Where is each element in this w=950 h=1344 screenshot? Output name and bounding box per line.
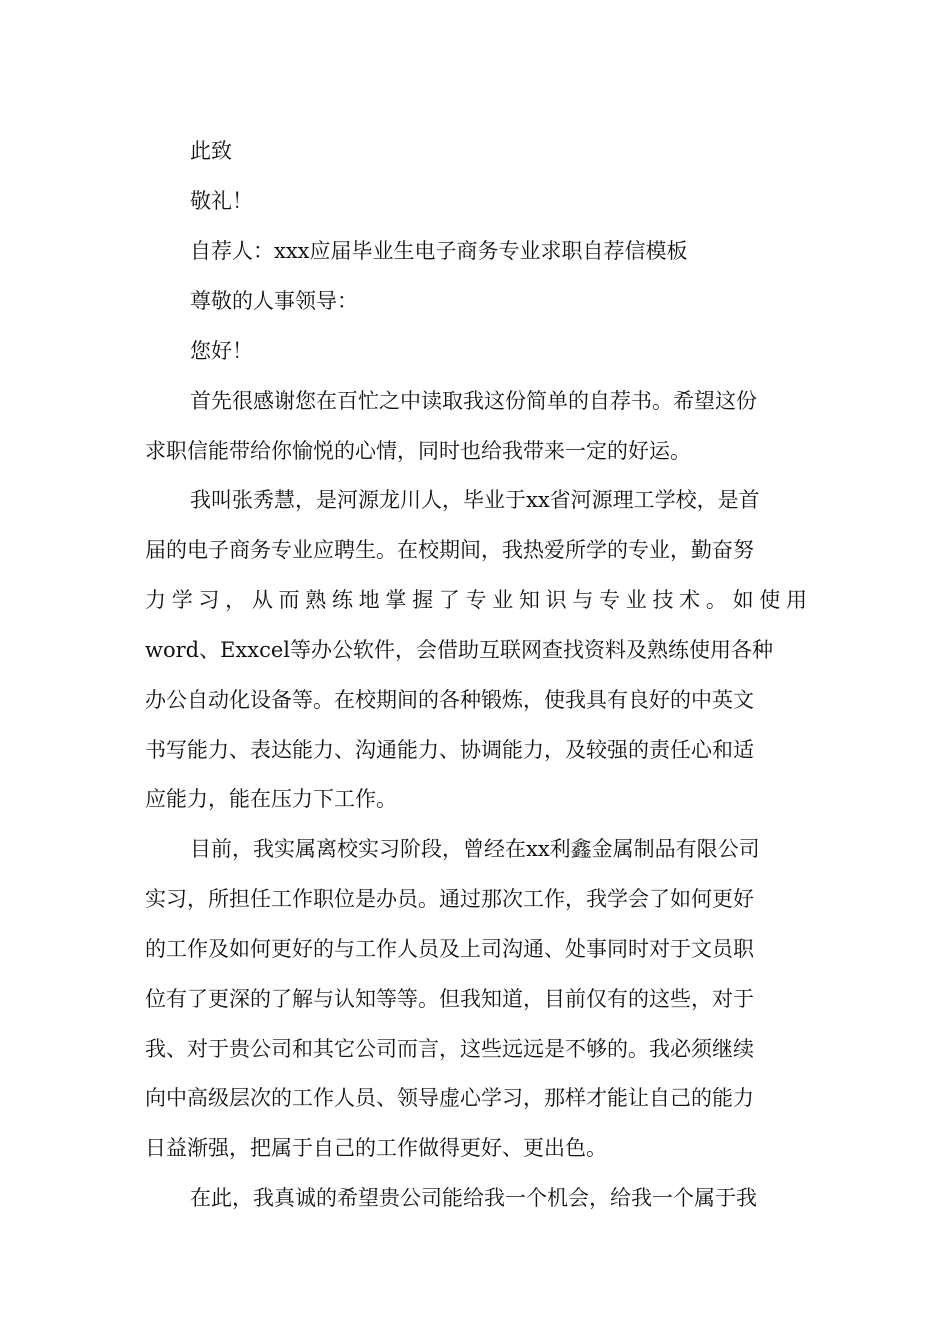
paragraph-line: 目前，我实属离校实习阶段，曾经在xx利鑫金属制品有限公司 — [190, 837, 760, 861]
closing-salutation: 此致 — [190, 139, 232, 163]
paragraph-line: 应能力，能在压力下工作。 — [145, 787, 397, 811]
paragraph-line: 求职信能带给你愉悦的心情，同时也给我带来一定的好运。 — [145, 439, 691, 463]
hello-line: 您好！ — [190, 339, 253, 363]
closing-regards: 敬礼！ — [190, 189, 253, 213]
paragraph-line: 我叫张秀慧，是河源龙川人，毕业于xx省河源理工学校，是首 — [190, 488, 760, 512]
paragraph-line: 书写能力、表达能力、沟通能力、协调能力，及较强的责任心和适 — [145, 738, 754, 762]
paragraph-line: 首先很感谢您在百忙之中读取我这份简单的自荐书。希望这份 — [190, 389, 757, 413]
paragraph-line: 位有了更深的了解与认知等等。但我知道，目前仅有的这些，对于 — [145, 987, 754, 1011]
paragraph-line: 办公自动化设备等。在校期间的各种锻炼，使我具有良好的中英文 — [145, 688, 754, 712]
recipient-greeting: 尊敬的人事领导： — [190, 289, 358, 313]
paragraph-line: 向中高级层次的工作人员、领导虚心学习，那样才能让自己的能力 — [145, 1086, 754, 1110]
paragraph-line: 届的电子商务专业应聘生。在校期间，我热爱所学的专业，勤奋努 — [145, 538, 754, 562]
signature-line: 自荐人：xxx应届毕业生电子商务专业求职自荐信模板 — [190, 239, 688, 263]
paragraph-line: 在此，我真诚的希望贵公司能给我一个机会，给我一个属于我 — [190, 1186, 757, 1210]
paragraph-line: 的工作及如何更好的与工作人员及上司沟通、处事同时对于文员职 — [145, 937, 754, 961]
paragraph-line: 日益渐强，把属于自己的工作做得更好、更出色。 — [145, 1136, 607, 1160]
paragraph-line: 我、对于贵公司和其它公司而言，这些远远是不够的。我必须继续 — [145, 1037, 754, 1061]
paragraph-line: 力学习，从而熟练地掌握了专业知识与专业技术。如使用 — [145, 588, 807, 612]
paragraph-line: 实习，所担任工作职位是办员。通过那次工作，我学会了如何更好 — [145, 887, 754, 911]
paragraph-line: word、Exxcel等办公软件，会借助互联网查找资料及熟练使用各种 — [145, 638, 774, 662]
